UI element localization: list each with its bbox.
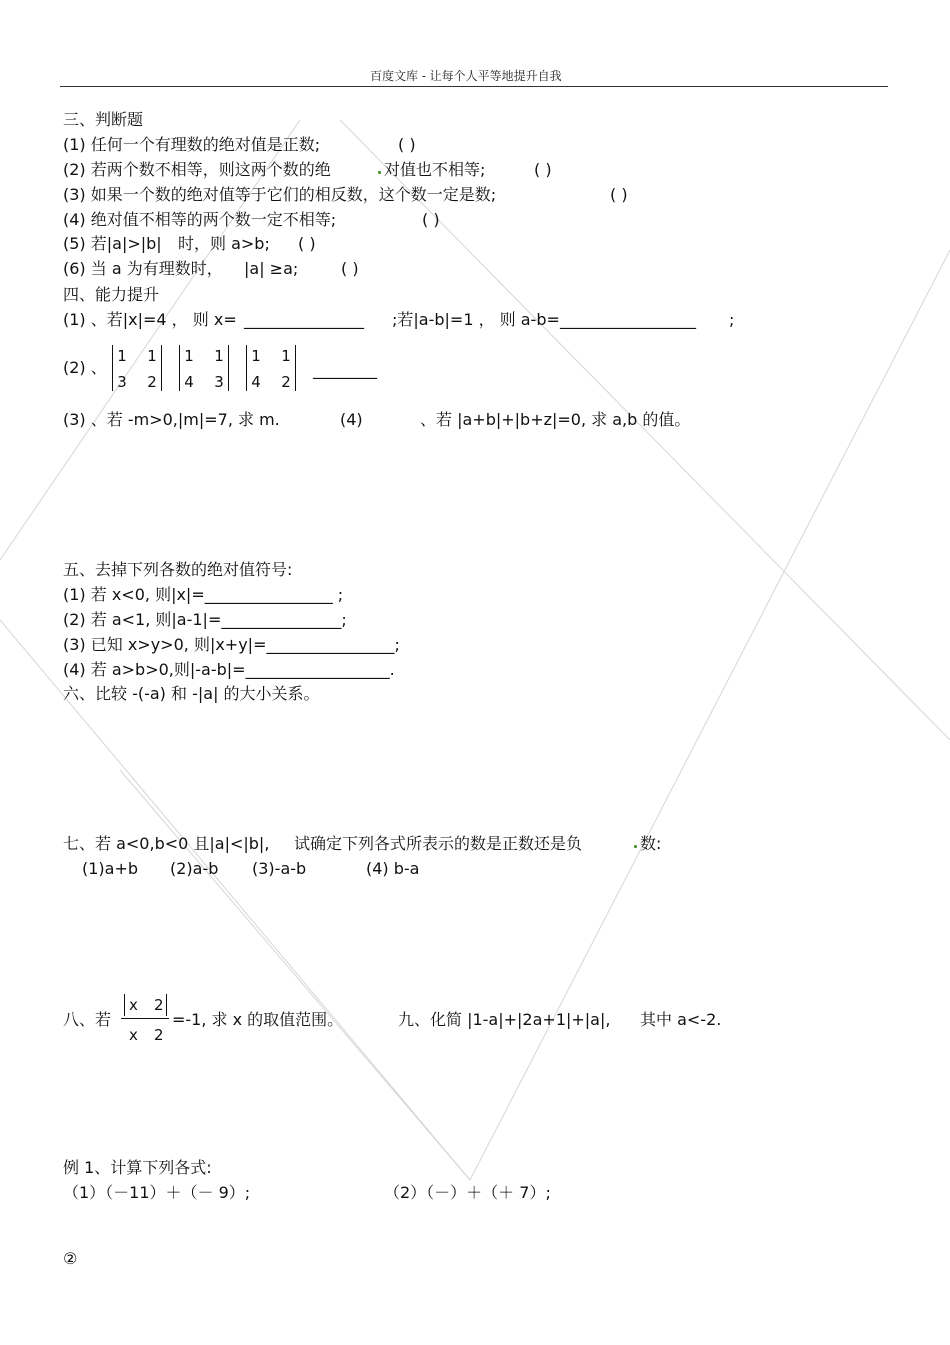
s4-q1-part-b: ;若|a-b|=1 ， 则 a-b= — [392, 310, 560, 329]
page-header: 百度文库 - 让每个人平等地提升自我 — [370, 69, 562, 83]
s4-q2-label: (2) 、 — [63, 358, 107, 377]
s3-question-4: (4) 绝对值不相等的两个数一定不相等; — [63, 210, 337, 229]
s3-question-2-part-a: (2) 若两个数不相等，则这两个数的绝 — [63, 160, 331, 179]
s3-question-2-part-b: 对值也不相等; — [384, 160, 486, 179]
fraction-numerator: 1 — [184, 347, 194, 365]
s4-q1-blank-2: _________________ — [560, 310, 696, 329]
s7-item-3: (3)-a-b — [252, 859, 307, 878]
s5-question-2: (2) 若 a<1, 则|a-1|=_______________; — [63, 610, 347, 629]
s3-question-1: (1) 任何一个有理数的绝对值是正数; — [63, 135, 321, 154]
abs-bar — [295, 345, 296, 391]
header-rule — [60, 86, 888, 87]
s3-question-3: (3) 如果一个数的绝对值等于它们的相反数，这个数一定是数; — [63, 185, 497, 204]
s3-answer-paren-4: ( ) — [422, 210, 440, 229]
s4-q1-part-a: (1) 、若|x|=4 ， 则 x= — [63, 310, 237, 329]
s3-answer-paren-1: ( ) — [398, 135, 416, 154]
s4-question-4: 、若 |a+b|+|b+z|=0, 求 a,b 的值。 — [420, 410, 691, 429]
fraction-bar — [121, 1018, 169, 1019]
section-9-tail: 其中 a<-2. — [640, 1010, 722, 1029]
fraction-denominator: 4 — [251, 373, 261, 391]
abs-bar — [124, 994, 125, 1016]
fraction-numerator: 1 — [147, 347, 157, 365]
fraction-denominator: 4 — [184, 373, 194, 391]
s5-question-4: (4) 若 a>b>0,则|-a-b|=__________________. — [63, 660, 395, 679]
fraction-denominator: 3 — [117, 373, 127, 391]
s3-answer-paren-6: ( ) — [341, 259, 359, 278]
fraction-numerator: 1 — [117, 347, 127, 365]
s3-question-5-part-a: (5) 若|a|>|b| — [63, 234, 162, 253]
s7-item-4: (4) b-a — [366, 859, 420, 878]
circled-number: ② — [63, 1249, 78, 1268]
s4-q1-blank-1: _______________ — [244, 310, 364, 329]
s7-item-2: (2)a-b — [170, 859, 219, 878]
section-8-lead: 八、若 — [63, 1010, 112, 1029]
example-1-title: 例 1、计算下列各式: — [63, 1158, 212, 1177]
s3-question-6-part-b: |a| ≥a; — [244, 259, 299, 278]
fraction-denominator: 2 — [281, 373, 291, 391]
s8-numerator-2: 2 — [154, 996, 164, 1014]
fraction-numerator: 1 — [214, 347, 224, 365]
s4-q1-end: ; — [729, 310, 735, 329]
fraction-numerator: 1 — [251, 347, 261, 365]
stray-dot — [378, 171, 381, 174]
s3-answer-paren-3: ( ) — [610, 185, 628, 204]
section-5-title: 五、去掉下列各数的绝对值符号: — [63, 560, 293, 579]
s3-question-5-part-b: 时，则 a>b; — [178, 234, 270, 253]
s3-answer-paren-2: ( ) — [534, 160, 552, 179]
section-8-tail: =-1, 求 x 的取值范围。 — [172, 1010, 344, 1029]
section-3-title: 三、判断题 — [63, 110, 144, 129]
s4-question-4-label: (4) — [340, 410, 363, 429]
s5-question-1: (1) 若 x<0, 则|x|=________________ ; — [63, 585, 344, 604]
s8-denominator-x: x — [129, 1026, 138, 1044]
section-4-title: 四、能力提升 — [63, 285, 160, 304]
fraction-denominator: 3 — [214, 373, 224, 391]
example-1-part-1: （1）（－11）＋（－ 9）; — [63, 1183, 251, 1202]
s4-q2-blank: ________ — [313, 360, 377, 379]
fraction-numerator: 1 — [281, 347, 291, 365]
s8-numerator-x: x — [129, 996, 138, 1014]
s4-question-3: (3) 、若 -m>0,|m|=7, 求 m. — [63, 410, 280, 429]
abs-bar — [228, 345, 229, 391]
abs-bar — [166, 994, 167, 1016]
fraction-denominator: 2 — [147, 373, 157, 391]
s8-denominator-2: 2 — [154, 1026, 164, 1044]
s5-question-3: (3) 已知 x>y>0, 则|x+y|=________________; — [63, 635, 400, 654]
section-7-title-a: 七、若 a<0,b<0 且|a|<|b|, — [63, 834, 270, 853]
s3-answer-paren-5: ( ) — [298, 234, 316, 253]
example-1-part-2: （2）（－）＋（＋ 7）; — [384, 1183, 551, 1202]
section-9-text: 九、化简 |1-a|+|2a+1|+|a|, — [398, 1010, 611, 1029]
section-7-title-b: 试确定下列各式所表示的数是正数还是负 — [294, 834, 583, 853]
section-6-title: 六、比较 -(-a) 和 -|a| 的大小关系。 — [63, 684, 320, 703]
s3-question-6-part-a: (6) 当 a 为有理数时， — [63, 259, 223, 278]
section-7-title-c: 数: — [640, 834, 662, 853]
abs-bar — [161, 345, 162, 391]
stray-dot — [634, 845, 637, 848]
s7-item-1: (1)a+b — [82, 859, 139, 878]
